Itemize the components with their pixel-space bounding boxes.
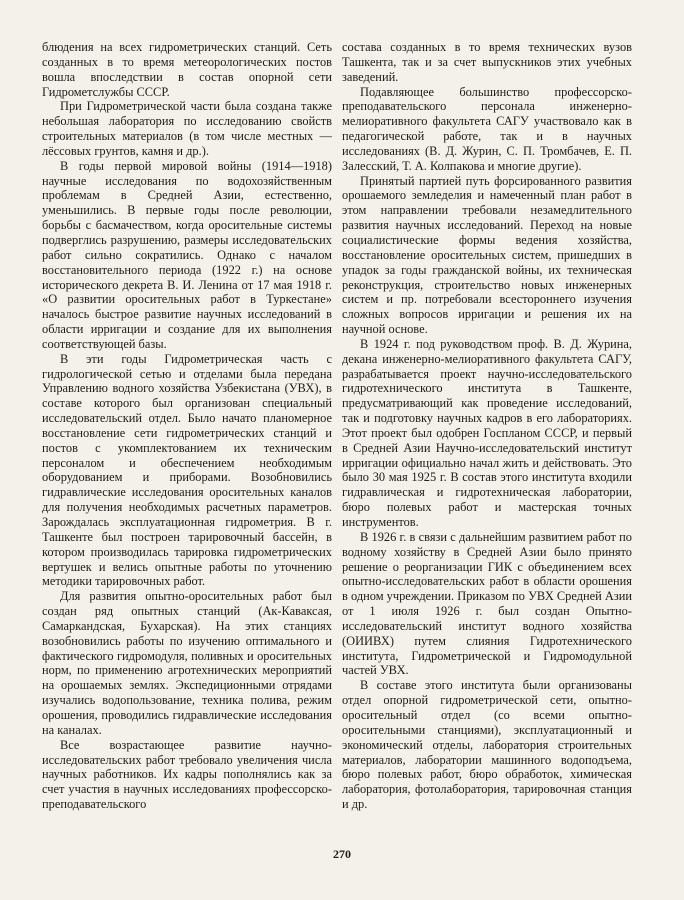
paragraph: состава созданных в то время технических вузов Ташкента, так и за счет выпускников этих учебных заведений. (342, 40, 632, 84)
paragraph: блюдения на всех гидрометрических станций. Сеть созданных в то время метеорологических постов вошла впоследствии в состав опорной сети Гидрометслужбы СССР. (42, 40, 332, 99)
paragraph: В годы первой мировой войны (1914—1918) научные исследования по водохозяйственным проблемам в Средней Азии, естественно, уменьшились. В первые годы после революции, борьбы с басмачеством, когда оросительные системы подверглись разрушению, размеры исследовательских работ сильно сократились. Однако с началом восстановительного периода (1922 г.) на основе исторического декрета В. И. Ленина от 17 мая 1918 г. «О развитии оросительных работ в Туркестане» началось быстрое развитие научных исследований в области ирригации и создание для их выполнения соответствующей базы. (42, 158, 332, 351)
right-text-column (342, 40, 632, 812)
paragraph: Для развития опытно-оросительных работ был создан ряд опытных станций (Ак-Каваксая, Самаркандская, Бухарская). На этих станциях возобновились работы по изучению оптимального и фактического гидромодуля, поливных и оросительных норм, по применению агротехнических мероприятий на орошаемых землях. Экспедиционными отрядами изучались водопользование, техника полива, режим орошения, проводились гидравлические исследования на каналах. (42, 589, 332, 737)
paragraph: В эти годы Гидрометрическая часть с гидрологической сетью и отделами была передана Управлению водного хозяйства Узбекистана (УВХ), в составе которого был организован специальный исследовательский отдел. Было начато планомерное восстановление сети гидрометрических станций и постов с укомплектованием их техническим персоналом и обеспечением необходимым оборудованием и приборами. Возобновились гидравлические исследования оросительных каналов для получения необходимых расчетных параметров. Зарождалась эксплуатационная гидрометрия. В г. Ташкенте был построен тарировочный бассейн, в котором производилась тарировка гидрометрических вертушек и велись опытные работы по уточнению методики тарировочных работ. (42, 351, 332, 589)
page-number: 270 (333, 847, 351, 861)
paragraph: В составе этого института были организованы отдел опорной гидрометрической сети, опытно-оросительный отдел (со всеми опытно-оросительными станциями), эксплуатационный и экономический отделы, лаборатория строительных материалов, лаборатории машинного водоподъема, бюро полевых работ, бюро обработок, химическая лаборатория, фотолаборатория, тарировочная станция и др. (342, 678, 632, 812)
paragraph: Принятый партией путь форсированного развития орошаемого земледелия и намеченный план работ в этом направлении требовали незамедлительного развития научных исследований. Переход на новые социалистические формы ведения хозяйства, восстановление оросительных систем, пришедших в упадок за годы гражданской войны, их техническая реконструкция, строительство новых инженерных систем и пр. потребовали всестороннего изучения сложных вопросов ирригации и решения их на научной основе. (342, 173, 632, 337)
paragraph: Подавляющее большинство профессорско-преподавательского персонала инженерно-мелиоративного факультета САГУ участвовало как в педагогической работе, так и в научных исследованиях (В. Д. Журин, С. П. Тромбачев, Е. П. Залесский, Т. А. Колпакова и многие другие). (342, 84, 632, 173)
paragraph: В 1926 г. в связи с дальнейшим развитием работ по водному хозяйству в Средней Азии было принято решение о реорганизации ГИК с объединением всех опытно-исследовательских работ в области орошения в одном учреждении. Приказом по УВХ Средней Азии от 1 июля 1926 г. был создан Опытно-исследовательский институт водного хозяйства (ОИИВХ) путем слияния Гидротехнического института, Гидрометрической и Гидромодульной частей УВХ. (342, 529, 632, 678)
paragraph: При Гидрометрической части была создана также небольшая лаборатория по исследованию свойств строительных материалов (в том числе местных — лёссовых грунтов, камня и др.). (42, 99, 332, 158)
left-text-column (42, 40, 332, 812)
paragraph: В 1924 г. под руководством проф. В. Д. Журина, декана инженерно-мелиоративного факультета САГУ, разрабатывается проект научно-исследовательского гидротехнического института в Ташкенте, предусматривающий как проведение исследований, так и подготовку научных кадров в его лабораториях. Этот проект был одобрен Госпланом СССР, и первый в Средней Азии Научно-исследовательский институт ирригации официально начал жить и действовать. Это было 30 мая 1925 г. В состав этого института входили гидравлическая и гидротехническая лаборатории, бюро полевых работ и мастерская точных инструментов. (342, 336, 632, 529)
paragraph: Все возрастающее развитие научно-исследовательских работ требовало увеличения числа научных работников. Их кадры пополнялись как за счет участия в научных исследованиях профессорско-преподавательского (42, 737, 332, 812)
